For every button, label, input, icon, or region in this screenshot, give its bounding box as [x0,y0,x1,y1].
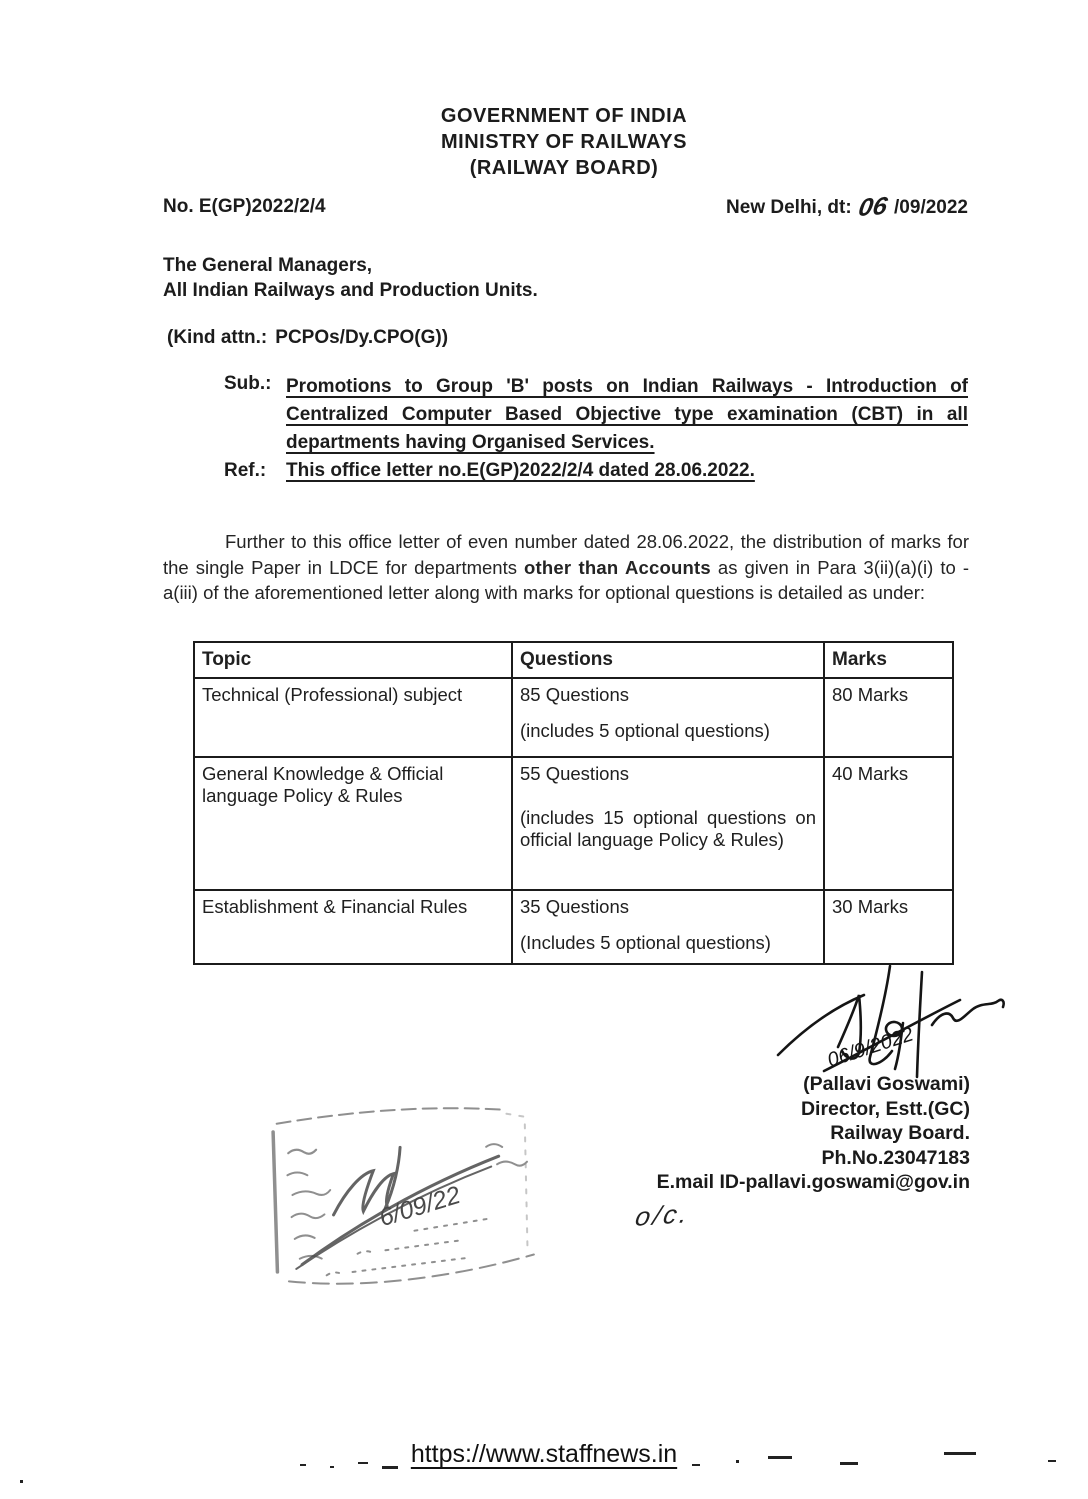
body-text-bold: other than Accounts [524,556,711,578]
questions-note: (includes 15 optional questions on official language Policy & Rules) [520,807,816,850]
signatory-email: E.mail ID-pallavi.goswami@gov.in [656,1171,970,1194]
footer-watermark [0,1440,1088,1469]
addressee-line1: The General Managers, [163,255,373,276]
scan-noise [840,1462,858,1465]
questions-note: (includes 5 optional questions) [520,720,770,741]
scan-noise [300,1464,306,1466]
body-text: Further to this office letter of even number dated 28.06.2022, the distribution of marks for the single Paper in LDCE for departments [163,531,969,578]
cell-questions [512,678,824,757]
cell-marks: 80 Marks [824,678,953,757]
kind-attn-value: PCPOs/Dy.CPO(G)) [275,327,449,348]
letterhead-line3: (RAILWAY BOARD) [469,157,659,179]
header-questions: Questions [512,642,824,678]
body-paragraph [163,529,969,606]
letterhead-line1: GOVERNMENT OF INDIA [440,105,688,127]
table-row [194,890,953,964]
subject-line: departments having Organised Services. [286,432,655,453]
header-marks: Marks [824,642,953,678]
kind-attn-label: (Kind attn.: [167,327,268,348]
subject-line: Promotions to Group 'B' posts on Indian Railways - Introduction of [286,376,968,397]
scan-noise [1048,1460,1056,1462]
table-row [194,678,953,757]
cell-questions [512,757,824,890]
reference-row [163,192,968,222]
office-stamp [258,1096,558,1311]
cell-questions [512,890,824,964]
place-date-prefix: New Delhi, dt: [726,197,852,218]
signatory-name: (Pallavi Goswami) [803,1073,970,1095]
addressee-line2: All Indian Railways and Production Units. [163,280,538,301]
marks-table [193,641,954,965]
scan-noise [768,1456,792,1459]
oc-annotation: o/c. [633,1198,694,1232]
table-row [194,757,953,890]
signature-handwritten-date: 06/9/2022 [824,1023,917,1072]
signatory-phone: Ph.No.23047183 [821,1146,970,1169]
signatory-designation: Director, Estt.(GC) [800,1097,970,1120]
addressee [163,253,538,303]
cell-topic: Technical (Professional) subject [194,678,512,757]
subject-line: Centralized Computer Based Objective type examination (CBT) in all [286,404,968,425]
place-date [726,192,968,222]
letterhead [0,103,1088,181]
scan-noise [382,1466,398,1469]
stamp-handwritten-date: 6/09/22 [375,1180,464,1233]
signatory-organization: Railway Board. [830,1122,970,1145]
table-header-row [194,642,953,678]
subject-text [286,373,968,457]
letterhead-line2: MINISTRY OF RAILWAYS [441,131,687,153]
body-text: as given in Para 3(ii)(a)(i) to - a(iii) of the aforementioned letter along with marks for optional questions is detailed as under: [163,556,969,604]
kind-attention [167,327,448,349]
scan-noise [692,1464,700,1466]
date-rest: /09/2022 [894,197,968,218]
questions-note: (Includes 5 optional questions) [520,932,771,953]
signature-block [657,1072,970,1195]
subject-label: Sub.: [224,373,272,394]
cell-topic: General Knowledge & Official language Policy & Rules [194,757,512,890]
letter-number: No. E(GP)2022/2/4 [163,196,326,217]
scan-noise [20,1480,23,1483]
scan-noise [358,1462,368,1464]
scan-noise [736,1460,739,1463]
cell-topic: Establishment & Financial Rules [194,890,512,964]
footer-url-text: https://www.staffnews.in [410,1440,678,1468]
ref-label: Ref.: [224,460,267,481]
header-topic: Topic [194,642,512,678]
scan-noise [330,1466,334,1468]
questions-count: 35 Questions [520,896,630,917]
cell-marks: 30 Marks [824,890,953,964]
ref-text: This office letter no.E(GP)2022/2/4 dated 28.06.2022. [286,460,755,481]
scan-noise [944,1452,976,1455]
questions-count: 85 Questions [520,684,630,705]
cell-marks: 40 Marks [824,757,953,890]
questions-count: 55 Questions [520,763,630,784]
handwritten-date-day: 06 [856,192,890,222]
